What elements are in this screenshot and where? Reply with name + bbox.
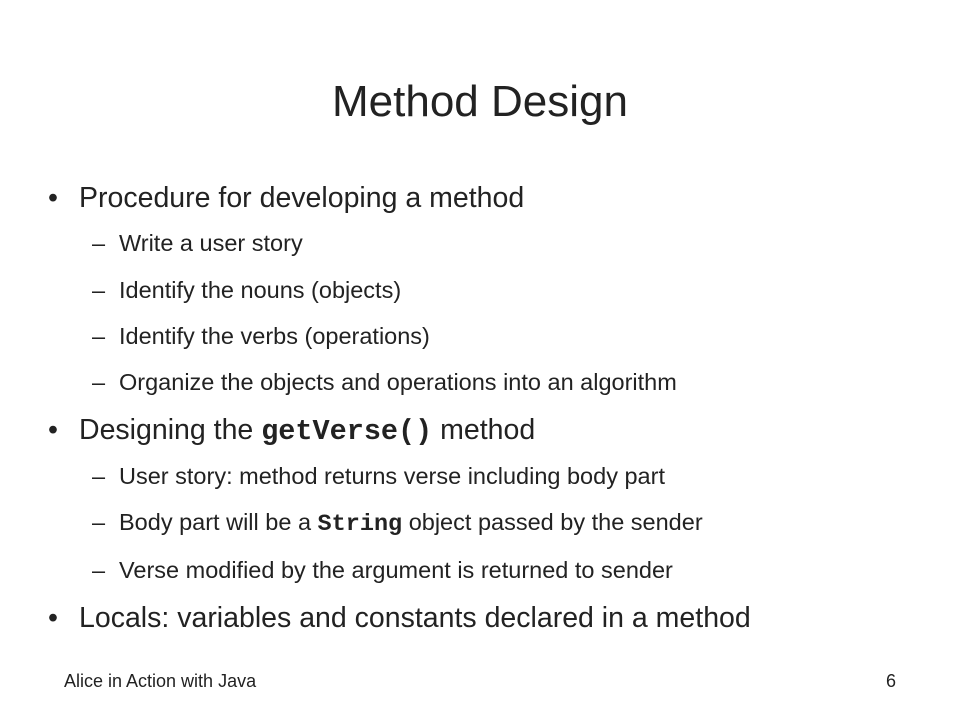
bullet-text — [79, 412, 535, 450]
page-number: 6 — [885, 671, 896, 691]
bullet-icon: • — [48, 414, 58, 446]
bullet-icon: • — [48, 182, 58, 214]
dash-icon: – — [92, 557, 106, 583]
sub-point-text: User story: method returns verse including body part — [119, 463, 665, 489]
code-getverse: getVerse() — [261, 415, 433, 448]
bullet-text: Procedure for developing a method — [79, 182, 525, 214]
slide-title: Method Design — [332, 77, 628, 126]
sub-point-text-after: object passed by the sender — [402, 509, 703, 535]
dash-icon: – — [92, 463, 106, 489]
dash-icon: – — [92, 323, 106, 349]
dash-icon: – — [92, 509, 106, 535]
sub-point-text: Verse modified by the argument is returned to sender — [119, 557, 673, 583]
bullet-text-after: method — [432, 414, 536, 446]
sub-point-text — [119, 507, 703, 540]
footer-source: Alice in Action with Java — [64, 671, 257, 691]
bullet-text-before: Designing the — [79, 414, 262, 446]
sub-point-text: Identify the verbs (operations) — [119, 323, 430, 349]
dash-icon: – — [92, 230, 106, 256]
sub-point-text: Identify the nouns (objects) — [119, 277, 402, 303]
code-string: String — [317, 511, 403, 538]
sub-point-text: Organize the objects and operations into an algorithm — [119, 369, 677, 395]
bullet-text: Locals: variables and constants declared in a method — [79, 602, 751, 634]
sub-point-text: Write a user story — [119, 230, 303, 256]
bullet-icon: • — [48, 602, 58, 634]
sub-point-text-before: Body part will be a — [119, 509, 318, 535]
dash-icon: – — [92, 277, 106, 303]
dash-icon: – — [92, 369, 106, 395]
